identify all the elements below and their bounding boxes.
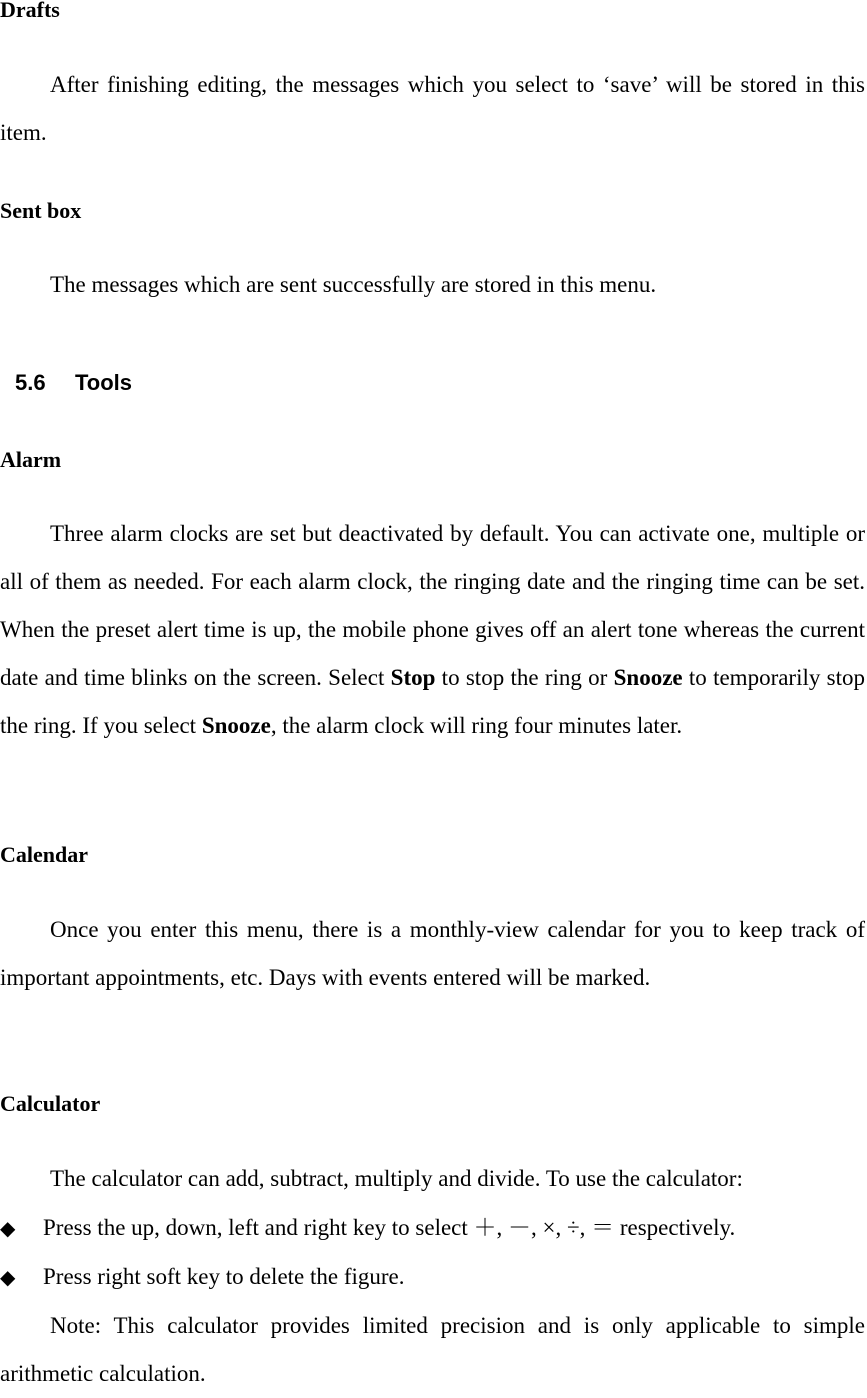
- section-heading: [15, 370, 132, 396]
- drafts-heading: Drafts: [0, 0, 60, 22]
- calculator-bullet-text: Press the up, down, left and right key to select ＋, －, ×, ÷, ＝ respectively.: [43, 1215, 736, 1240]
- alarm-snooze-term-2: Snooze: [201, 713, 271, 738]
- calculator-note: Note: This calculator provides limited precision and is only applicable to simple arithmetic calculation.: [0, 1313, 865, 1386]
- section-title: Tools: [75, 370, 133, 395]
- diamond-bullet-icon: ◆: [0, 1265, 16, 1289]
- section-number: 5.6: [15, 370, 46, 395]
- diamond-bullet-icon: ◆: [0, 1216, 16, 1240]
- calendar-heading: Calendar: [0, 842, 88, 867]
- alarm-text-2: to stop the ring or: [435, 665, 614, 690]
- alarm-text-4: , the alarm clock will ring four minutes later.: [270, 713, 683, 738]
- alarm-snooze-term: Snooze: [613, 665, 683, 690]
- calculator-bullet-item: [0, 1213, 735, 1243]
- alarm-text-3: to temporarily stop the ring. If you select: [0, 665, 865, 738]
- calculator-bullet-item: [0, 1262, 405, 1292]
- drafts-paragraph: After finishing editing, the messages which you select to ‘save’ will be stored in this item.: [0, 72, 865, 145]
- sent-box-heading: Sent box: [0, 198, 82, 223]
- alarm-paragraph: [0, 510, 865, 750]
- calendar-paragraph: Once you enter this menu, there is a monthly-view calendar for you to keep track of important appointments, etc. Days with events entered will be marked.: [0, 917, 865, 990]
- calculator-intro: The calculator can add, subtract, multiply and divide. To use the calculator:: [50, 1166, 743, 1191]
- alarm-stop-term: Stop: [390, 665, 436, 690]
- alarm-text-1: Three alarm clocks are set but deactivated by default. You can activate one, multiple or all of them as needed. For each alarm clock, the ringing date and the ringing time can be set. When the preset alert time is up, the mobile phone gives off an alert tone whereas the current date and time blinks on the screen. Select: [0, 521, 865, 690]
- calculator-heading: Calculator: [0, 1091, 101, 1116]
- calculator-bullet-text: Press right soft key to delete the figure.: [43, 1264, 405, 1289]
- sent-box-paragraph: The messages which are sent successfully are stored in this menu.: [50, 272, 657, 297]
- alarm-heading: Alarm: [0, 447, 62, 472]
